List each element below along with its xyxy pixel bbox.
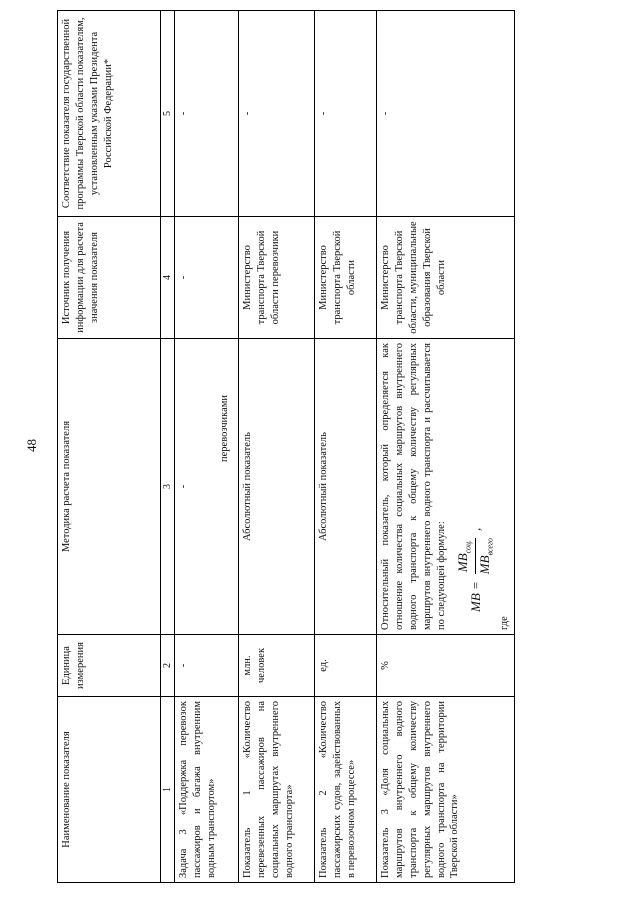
- share-formula: [454, 343, 495, 612]
- row-name: Показатель 3 «Доля социальных маршрутов внутреннего водного транспорта к общему количеству регулярных маршрутов внутреннего водного транспорта на территории Тверской области»: [377, 697, 514, 883]
- column-number-row: [161, 11, 175, 883]
- formula-comma: ,: [467, 527, 483, 531]
- row-unit: %: [377, 635, 514, 697]
- row-method: Относительный показатель, который определяется как отношение количества социальных маршрутов внутреннего водного транспорта к общему количеству регулярных маршрутов внутреннего водного транспорта и рассчитывается по следующей формуле:: [380, 343, 447, 630]
- row-unit: -: [175, 635, 239, 697]
- table-row: [239, 11, 315, 883]
- row-match: -: [377, 11, 514, 217]
- formula-lhs: МВ =: [467, 581, 483, 612]
- row-match: -: [175, 11, 239, 217]
- row-name: Показатель 1 «Количество перевезенных пассажиров на социальных маршрутах внутреннего водного транспорта»: [239, 697, 315, 883]
- header-method: Методика расчета показателя: [58, 339, 161, 635]
- table-row: [315, 11, 377, 883]
- row-method: Абсолютный показатель: [315, 339, 377, 635]
- col-number: 3: [161, 339, 175, 635]
- header-row: [58, 11, 161, 883]
- table-row: [377, 11, 514, 883]
- row-match: -: [239, 11, 315, 217]
- row-source: Министерство транспорта Тверской области, муниципальные образования Тверской области: [377, 217, 514, 339]
- row-name: Показатель 2 «Количество пассажирских судов, задействованных в перевозочном процессе»: [315, 697, 377, 883]
- carryover-text: перевозчиками: [219, 394, 230, 462]
- page-number: 48: [24, 439, 39, 452]
- header-source: Источник получения информации для расчета значения показателя: [58, 217, 161, 339]
- header-match: Соответствие показателя государственной программы Тверской области показателям, установленным указами Президента Российской Федерации*: [58, 11, 161, 217]
- row-source: Министерство транспорта Тверской области: [315, 217, 377, 339]
- row-source: -: [175, 217, 239, 339]
- row-source: Министерство транспорта Тверской области перевозчики: [239, 217, 315, 339]
- row-method: -: [175, 339, 239, 635]
- formula-den-base: MB: [476, 555, 492, 575]
- col-number: 1: [161, 697, 175, 883]
- indicators-table: [57, 10, 515, 883]
- row-name: Задача 3 «Поддержка перевозок пассажиров и багажа внутренним водным транспортом»: [175, 697, 239, 883]
- row-match: -: [315, 11, 377, 217]
- row-unit: ед.: [315, 635, 377, 697]
- formula-num-base: MB: [455, 553, 471, 573]
- header-unit: Единица измерения: [58, 635, 161, 697]
- formula-numerator: [454, 538, 475, 574]
- header-name: Наименование показателя: [58, 697, 161, 883]
- row-method-cell: [377, 339, 514, 635]
- col-number: 2: [161, 635, 175, 697]
- row-unit: млн. человек: [239, 635, 315, 697]
- method-tail: где: [498, 616, 510, 630]
- formula-denominator: [476, 536, 496, 576]
- col-number: 4: [161, 217, 175, 339]
- col-number: 5: [161, 11, 175, 217]
- formula-fraction: [454, 536, 495, 576]
- formula-num-sub: соц.: [464, 540, 474, 554]
- rotated-page: [57, 11, 522, 883]
- formula-den-sub: всего: [485, 537, 495, 556]
- row-method: Абсолютный показатель: [239, 339, 315, 635]
